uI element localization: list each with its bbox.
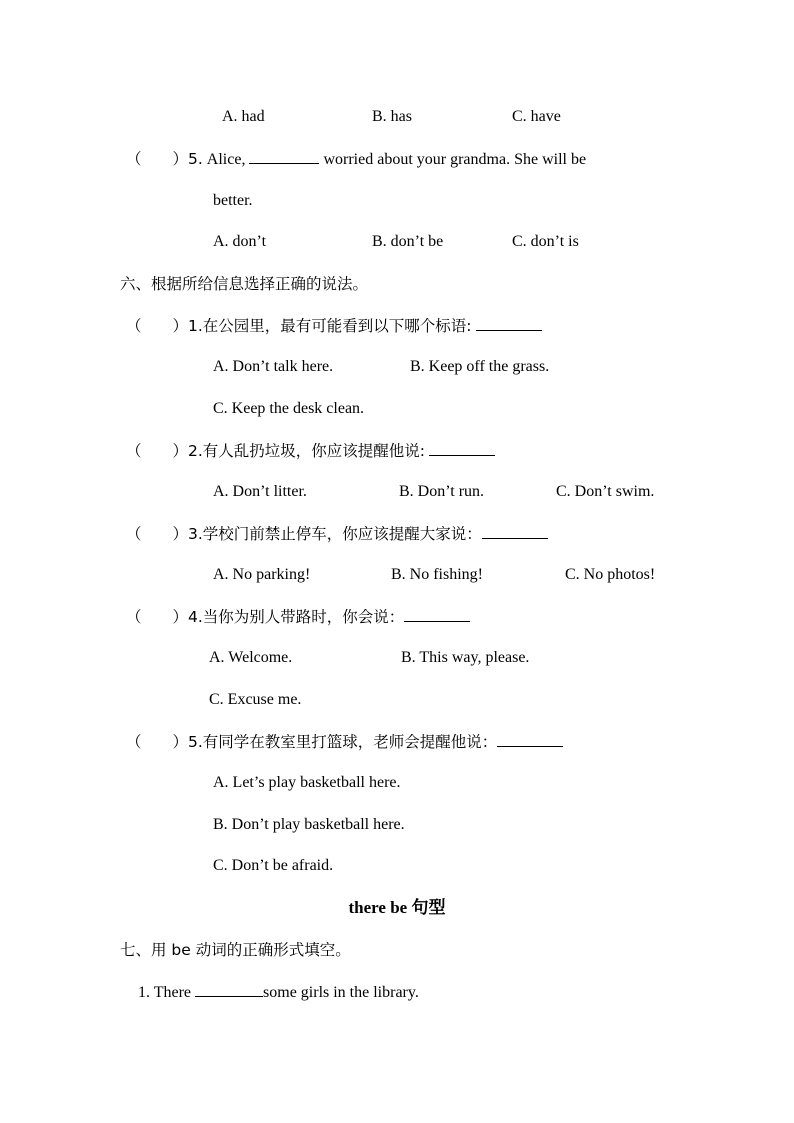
option-a: A. Don’t talk here. (213, 358, 334, 375)
answer-blank (404, 607, 470, 622)
answer-blank (249, 149, 319, 164)
option-c: C. have (512, 108, 561, 125)
question-text-continued: better. (213, 192, 253, 209)
option-c: C. Excuse me. (209, 691, 302, 708)
option-b: B. has (372, 108, 412, 125)
answer-paren: （ ）5. (126, 150, 203, 168)
option-a: A. don’t (213, 233, 267, 250)
option-b: B. Don’t run. (399, 483, 485, 500)
question-text-before: 1. There (138, 984, 192, 1001)
answer-blank (429, 441, 495, 456)
option-b: B. No fishing! (391, 566, 483, 583)
question-stem: 3.学校门前禁止停车，你应该提醒大家说： (188, 525, 482, 543)
question-stem: 5.有同学在教室里打篮球，老师会提醒他说： (188, 733, 498, 751)
question-stem: 1.在公园里，最有可能看到以下哪个标语: (188, 317, 472, 335)
answer-paren: （ ） (126, 733, 189, 751)
question-4 (126, 607, 470, 628)
option-b: B. don’t be (372, 233, 444, 250)
option-c: C. Don’t swim. (556, 483, 655, 500)
option-c: C. don’t is (512, 233, 579, 250)
question-text-after: some girls in the library. (263, 984, 419, 1001)
answer-blank (497, 732, 563, 747)
answer-paren: （ ） (126, 608, 189, 626)
question-text-after: worried about your grandma. She will be (323, 151, 587, 168)
answer-blank (476, 316, 542, 331)
question-stem: 4.当你为别人带路时，你会说： (188, 608, 405, 626)
option-c: C. Don’t be afraid. (213, 857, 334, 874)
option-a: A. Don’t litter. (213, 483, 307, 500)
option-b: B. Don’t play basketball here. (213, 816, 405, 833)
option-a: A. had (222, 108, 265, 125)
question-text-before: Alice, (206, 151, 246, 168)
section-heading: 七、用 be 动词的正确形式填空。 (120, 941, 351, 959)
option-a: A. No parking! (213, 566, 311, 583)
option-c: C. Keep the desk clean. (213, 400, 365, 417)
answer-paren: （ ） (126, 525, 189, 543)
option-a: A. Let’s play basketball here. (213, 774, 401, 791)
question-1 (126, 316, 542, 337)
section-heading: 六、根据所给信息选择正确的说法。 (120, 275, 369, 293)
answer-paren: （ ） (126, 442, 189, 460)
question-1 (138, 982, 419, 1003)
option-c: C. No photos! (565, 566, 656, 583)
answer-blank (482, 524, 548, 539)
question-3 (126, 524, 548, 545)
question-5 (126, 732, 563, 753)
option-a: A. Welcome. (209, 649, 293, 666)
question-5 (126, 149, 586, 170)
question-2 (126, 441, 495, 462)
answer-blank (195, 982, 263, 997)
question-stem: 2.有人乱扔垃圾，你应该提醒他说: (188, 442, 426, 460)
section-title: there be 句型 (348, 898, 446, 917)
option-b: B. This way, please. (401, 649, 530, 666)
option-b: B. Keep off the grass. (410, 358, 550, 375)
answer-paren: （ ） (126, 317, 189, 335)
